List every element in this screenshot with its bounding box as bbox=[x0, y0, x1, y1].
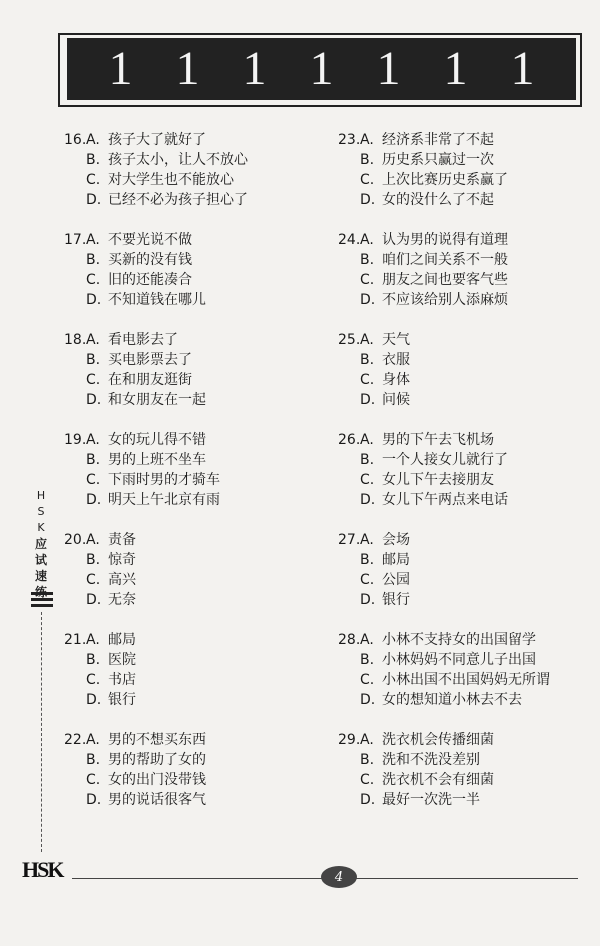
answer-option bbox=[64, 370, 324, 390]
option-text: 买新的没有钱 bbox=[108, 252, 192, 268]
answer-option bbox=[338, 630, 578, 650]
option-text: 邮局 bbox=[108, 632, 136, 648]
option-letter: B. bbox=[360, 152, 375, 168]
question-number: 26. bbox=[338, 432, 361, 448]
side-dashed-line bbox=[41, 612, 42, 852]
option-text: 男的下午去飞机场 bbox=[382, 432, 494, 448]
question bbox=[64, 430, 324, 530]
question-number: 22. bbox=[64, 732, 87, 748]
option-text: 男的不想买东西 bbox=[108, 732, 206, 748]
option-letter: C. bbox=[86, 172, 101, 188]
questions-left-column bbox=[64, 130, 324, 830]
option-text: 咱们之间关系不一般 bbox=[382, 252, 508, 268]
answer-option bbox=[64, 350, 324, 370]
banner-digit: 1 bbox=[443, 42, 468, 95]
option-text: 认为男的说得有道理 bbox=[382, 232, 508, 248]
answer-option bbox=[338, 170, 578, 190]
option-text: 孩子太小，让人不放心 bbox=[108, 152, 248, 168]
option-letter: D. bbox=[86, 592, 102, 608]
option-text: 天气 bbox=[382, 332, 410, 348]
option-letter: C. bbox=[360, 472, 375, 488]
option-text: 孩子大了就好了 bbox=[108, 132, 206, 148]
option-letter: B. bbox=[360, 452, 375, 468]
option-text: 问候 bbox=[382, 392, 410, 408]
answer-option bbox=[338, 590, 578, 610]
option-text: 会场 bbox=[382, 532, 410, 548]
option-text: 上次比赛历史系赢了 bbox=[382, 172, 508, 188]
option-text: 男的说话很客气 bbox=[108, 792, 206, 808]
answer-option bbox=[64, 490, 324, 510]
option-letter: B. bbox=[360, 652, 375, 668]
banner-digit: 1 bbox=[108, 42, 133, 95]
question-number: 29. bbox=[338, 732, 361, 748]
option-letter: B. bbox=[86, 652, 101, 668]
option-text: 对大学生也不能放心 bbox=[108, 172, 234, 188]
option-letter: C. bbox=[86, 472, 101, 488]
banner-digit: 1 bbox=[376, 42, 401, 95]
option-letter: A. bbox=[86, 732, 100, 748]
option-letter: C. bbox=[86, 672, 101, 688]
option-letter: D. bbox=[360, 492, 376, 508]
answer-option bbox=[338, 150, 578, 170]
answer-option bbox=[64, 270, 324, 290]
option-letter: D. bbox=[360, 592, 376, 608]
option-text: 男的帮助了女的 bbox=[108, 752, 206, 768]
answer-option bbox=[338, 190, 578, 210]
option-text: 小林不支持女的出国留学 bbox=[382, 632, 536, 648]
option-text: 责备 bbox=[108, 532, 136, 548]
answer-option bbox=[338, 550, 578, 570]
answer-option bbox=[64, 690, 324, 710]
option-letter: C. bbox=[360, 672, 375, 688]
question bbox=[338, 230, 578, 330]
option-letter: B. bbox=[86, 552, 101, 568]
answer-option bbox=[338, 770, 578, 790]
option-letter: C. bbox=[360, 372, 375, 388]
option-letter: A. bbox=[360, 432, 374, 448]
option-text: 女的没什么了不起 bbox=[382, 192, 494, 208]
answer-option bbox=[338, 790, 578, 810]
option-text: 书店 bbox=[108, 672, 136, 688]
answer-option bbox=[64, 650, 324, 670]
side-label-char: S bbox=[37, 505, 45, 518]
option-letter: B. bbox=[86, 152, 101, 168]
answer-option bbox=[64, 130, 324, 150]
answer-option bbox=[338, 250, 578, 270]
option-letter: C. bbox=[86, 572, 101, 588]
option-letter: D. bbox=[86, 392, 102, 408]
option-text: 看电影去了 bbox=[108, 332, 178, 348]
question bbox=[64, 630, 324, 730]
question bbox=[64, 530, 324, 630]
option-text: 洗和不洗没差别 bbox=[382, 752, 480, 768]
option-letter: D. bbox=[86, 492, 102, 508]
answer-option bbox=[338, 450, 578, 470]
answer-option bbox=[338, 690, 578, 710]
question-number: 17. bbox=[64, 232, 87, 248]
question-number: 18. bbox=[64, 332, 87, 348]
option-text: 女的玩儿得不错 bbox=[108, 432, 206, 448]
question bbox=[64, 130, 324, 230]
answer-option bbox=[64, 750, 324, 770]
option-letter: D. bbox=[86, 792, 102, 808]
option-letter: B. bbox=[360, 252, 375, 268]
answer-option bbox=[338, 370, 578, 390]
answer-option bbox=[64, 790, 324, 810]
option-letter: C. bbox=[86, 272, 101, 288]
option-letter: C. bbox=[86, 772, 101, 788]
option-letter: C. bbox=[360, 572, 375, 588]
answer-option bbox=[64, 730, 324, 750]
questions-right-column bbox=[338, 130, 578, 830]
answer-option bbox=[64, 390, 324, 410]
option-text: 不要光说不做 bbox=[108, 232, 192, 248]
banner-digit: 1 bbox=[510, 42, 535, 95]
option-text: 下雨时男的才骑车 bbox=[108, 472, 220, 488]
option-text: 银行 bbox=[382, 592, 410, 608]
option-letter: D. bbox=[360, 792, 376, 808]
answer-option bbox=[64, 670, 324, 690]
answer-option bbox=[338, 230, 578, 250]
question-number: 25. bbox=[338, 332, 361, 348]
answer-option bbox=[338, 650, 578, 670]
option-text: 身体 bbox=[382, 372, 410, 388]
question bbox=[338, 530, 578, 630]
option-letter: A. bbox=[86, 132, 100, 148]
option-letter: B. bbox=[86, 452, 101, 468]
banner-digit: 1 bbox=[309, 42, 334, 95]
option-letter: A. bbox=[86, 432, 100, 448]
option-text: 银行 bbox=[108, 692, 136, 708]
option-letter: A. bbox=[360, 532, 374, 548]
answer-option bbox=[64, 190, 324, 210]
answer-option bbox=[64, 550, 324, 570]
question bbox=[64, 230, 324, 330]
option-letter: D. bbox=[86, 692, 102, 708]
question bbox=[338, 330, 578, 430]
option-letter: A. bbox=[86, 632, 100, 648]
answer-option bbox=[64, 470, 324, 490]
answer-option bbox=[64, 450, 324, 470]
option-letter: A. bbox=[86, 232, 100, 248]
option-letter: C. bbox=[360, 172, 375, 188]
option-text: 医院 bbox=[108, 652, 136, 668]
answer-option bbox=[64, 630, 324, 650]
option-text: 已经不必为孩子担心了 bbox=[108, 192, 248, 208]
option-text: 女儿下午去接朋友 bbox=[382, 472, 494, 488]
option-letter: D. bbox=[86, 192, 102, 208]
side-label-char: 试 bbox=[34, 553, 47, 567]
question-number: 16. bbox=[64, 132, 87, 148]
answer-option bbox=[338, 330, 578, 350]
option-text: 在和朋友逛街 bbox=[108, 372, 192, 388]
option-text: 高兴 bbox=[108, 572, 136, 588]
option-letter: A. bbox=[86, 532, 100, 548]
answer-option bbox=[64, 430, 324, 450]
option-text: 女的出门没带钱 bbox=[108, 772, 206, 788]
side-label-char: H bbox=[36, 489, 46, 502]
option-text: 朋友之间也要客气些 bbox=[382, 272, 508, 288]
answer-option bbox=[64, 170, 324, 190]
option-letter: A. bbox=[360, 132, 374, 148]
question-number: 21. bbox=[64, 632, 87, 648]
option-letter: D. bbox=[360, 392, 376, 408]
option-letter: C. bbox=[360, 272, 375, 288]
question bbox=[64, 330, 324, 430]
answer-option bbox=[64, 150, 324, 170]
option-text: 经济系非常了不起 bbox=[382, 132, 494, 148]
option-text: 小林出国不出国妈妈无所谓 bbox=[382, 672, 550, 688]
answer-option bbox=[64, 230, 324, 250]
question bbox=[338, 630, 578, 730]
option-letter: D. bbox=[360, 692, 376, 708]
option-letter: B. bbox=[86, 752, 101, 768]
answer-option bbox=[64, 330, 324, 350]
answer-option bbox=[338, 130, 578, 150]
option-text: 和女朋友在一起 bbox=[108, 392, 206, 408]
option-text: 明天上午北京有雨 bbox=[108, 492, 220, 508]
question-number: 19. bbox=[64, 432, 87, 448]
option-text: 女的想知道小林去不去 bbox=[382, 692, 522, 708]
option-letter: C. bbox=[86, 372, 101, 388]
option-letter: B. bbox=[86, 252, 101, 268]
option-letter: B. bbox=[86, 352, 101, 368]
option-text: 旧的还能凑合 bbox=[108, 272, 192, 288]
option-text: 女儿下午两点来电话 bbox=[382, 492, 508, 508]
answer-option bbox=[338, 490, 578, 510]
option-text: 历史系只赢过一次 bbox=[382, 152, 494, 168]
banner-digit: 1 bbox=[175, 42, 200, 95]
hsk-logo: HSK bbox=[22, 857, 63, 882]
answer-option bbox=[338, 730, 578, 750]
answer-option bbox=[338, 470, 578, 490]
option-letter: B. bbox=[360, 752, 375, 768]
side-label bbox=[32, 488, 50, 600]
question bbox=[338, 130, 578, 230]
option-letter: A. bbox=[360, 732, 374, 748]
answer-option bbox=[338, 290, 578, 310]
option-letter: A. bbox=[360, 632, 374, 648]
option-letter: D. bbox=[360, 192, 376, 208]
option-letter: C. bbox=[360, 772, 375, 788]
answer-option bbox=[338, 750, 578, 770]
option-letter: D. bbox=[360, 292, 376, 308]
option-letter: A. bbox=[360, 232, 374, 248]
question-number: 20. bbox=[64, 532, 87, 548]
answer-option bbox=[338, 390, 578, 410]
question-number: 27. bbox=[338, 532, 361, 548]
side-label-char: 应 bbox=[34, 537, 47, 551]
option-text: 洗衣机会传播细菌 bbox=[382, 732, 494, 748]
option-letter: A. bbox=[86, 332, 100, 348]
option-text: 洗衣机不会有细菌 bbox=[382, 772, 494, 788]
question-number: 24. bbox=[338, 232, 361, 248]
option-text: 不应该给别人添麻烦 bbox=[382, 292, 508, 308]
option-text: 一个人接女儿就行了 bbox=[382, 452, 508, 468]
option-letter: B. bbox=[360, 352, 375, 368]
answer-option bbox=[64, 590, 324, 610]
banner bbox=[67, 38, 576, 100]
option-text: 小林妈妈不同意儿子出国 bbox=[382, 652, 536, 668]
answer-option bbox=[64, 530, 324, 550]
side-bars bbox=[31, 592, 53, 610]
answer-option bbox=[64, 570, 324, 590]
side-label-char: 速 bbox=[34, 569, 47, 583]
option-letter: B. bbox=[360, 552, 375, 568]
option-text: 买电影票去了 bbox=[108, 352, 192, 368]
answer-option bbox=[338, 670, 578, 690]
answer-option bbox=[338, 430, 578, 450]
option-text: 无奈 bbox=[108, 592, 136, 608]
option-text: 公园 bbox=[382, 572, 410, 588]
option-text: 最好一次洗一半 bbox=[382, 792, 480, 808]
option-text: 男的上班不坐车 bbox=[108, 452, 206, 468]
answer-option bbox=[64, 770, 324, 790]
option-letter: D. bbox=[86, 292, 102, 308]
question-number: 28. bbox=[338, 632, 361, 648]
option-text: 惊奇 bbox=[108, 552, 136, 568]
question bbox=[64, 730, 324, 830]
side-label-char: K bbox=[37, 521, 45, 534]
answer-option bbox=[338, 530, 578, 550]
page-number: 4 bbox=[321, 866, 357, 888]
answer-option bbox=[338, 270, 578, 290]
option-text: 衣服 bbox=[382, 352, 410, 368]
option-text: 邮局 bbox=[382, 552, 410, 568]
answer-option bbox=[64, 290, 324, 310]
option-letter: A. bbox=[360, 332, 374, 348]
answer-option bbox=[64, 250, 324, 270]
banner-digit: 1 bbox=[242, 42, 267, 95]
answer-option bbox=[338, 350, 578, 370]
question bbox=[338, 430, 578, 530]
question bbox=[338, 730, 578, 830]
answer-option bbox=[338, 570, 578, 590]
option-text: 不知道钱在哪儿 bbox=[108, 292, 206, 308]
question-number: 23. bbox=[338, 132, 361, 148]
